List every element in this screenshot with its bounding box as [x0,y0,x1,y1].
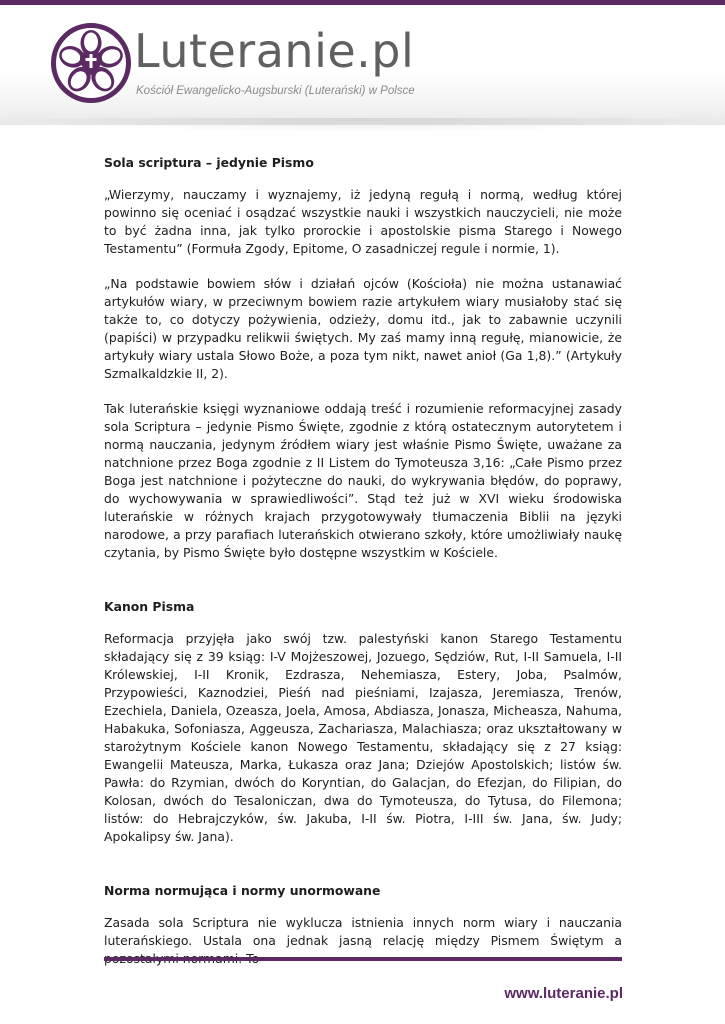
article-body [104,154,622,985]
footer-divider [104,957,622,961]
section-title-sola-scriptura: Sola scriptura – jedynie Pismo [104,155,314,170]
paragraph: Tak luterańskie księgi wyznaniowe oddają treść i rozumienie reformacyjnej zasady sola Scriptura – jedynie Pismo Święte, zgodnie z którą ostatecznym autorytetem i normą nauczania, jedynym źródłem wiary jest właśnie Pismo Święte, uważane za natchnione przez Boga zgodnie z II Listem do Tymoteusza 3,16: „Całe Pismo przez Boga jest natchnione i pożyteczne do nauki, do wykrywania błędów, do poprawy, do wychowywania w sprawiedliwości”. Stąd też już w XVI wieku środowiska luterańskie w różnych krajach przygotowywały tłumaczenia Biblii na języki narodowe, a przy parafiach luterańskich otwierano szkoły, które umożliwiały naukę czytania, by Pismo Święte było dostępne wszystkim w Kościele. [104,401,622,560]
footer-website-link[interactable]: www.luteranie.pl [504,985,623,1002]
section-title-kanon-pisma: Kanon Pisma [104,599,195,614]
header-shadow [0,118,725,132]
brand-tagline: Kościół Ewangelicko-Augsburski (Luterański) w Polsce [136,85,415,97]
paragraph: „Wierzymy, nauczamy i wyznajemy, iż jedyną regułą i normą, według której powinno się oceniać i osądzać wszystkie nauki i wszystkich nauczycieli, nie może to być żadna inna, jak tylko prorockie i apostolskie pisma Starego i Nowego Testamentu” (Formuła Zgody, Epitome, O zasadniczej regule i normie, 1). [104,187,622,256]
paragraph: Zasada sola Scriptura nie wyklucza istnienia innych norm wiary i nauczania luterańskiego. Ustala ona jednak jasną relację między Pismem Świętym a [104,915,622,948]
brand-name: Luteranie.pl [134,24,415,78]
section-title-norma-normujaca: Norma normująca i normy unormowane [104,883,381,898]
paragraph: Reformacja przyjęła jako swój tzw. palestyński kanon Starego Testamentu składający się z 39 ksiąg: I-V Mojżeszowej, Jozuego, Sędziów, Rut, I-II Samuela, I-II Królewskiej, I-II Kronik, Ezdrasza, Nehemiasza, Estery, Joba, Psalmów, Przypowieści, Kaznodziei, Pieśń nad pieśniami, Izajasza, Jeremiasza, Trenów, Ezechiela, Daniela, Ozeasza, Joela, Amosa, Abdiasza, Jonasza, Micheasza, Nahuma, Habakuka, Sofoniasza, Aggeusza, Zachariasza, Malachiasza; oraz ukształtowany w starożytnym Kościele kanon Nowego Testamentu, składający się z 27 ksiąg: Ewangelii Mateusza, Marka, Łukasza oraz Jana; Dziejów Apostolskich; listów św. Pawła: do Rzymian, dwóch do Koryntian, do Galacjan, do Efezjan, do Filipian, do Kolosan, dwóch do Tesaloniczan, dwa do Tymoteusza, do Tytusa, do Filemona; listów: do Hebrajczyków, św. Jakuba, I-II św. Piotra, I-III św. Jana, św. Judy; Apokalipsy św. Jana). [104,631,622,844]
luther-rose-logo-icon [51,23,131,103]
paragraph: „Na podstawie bowiem słów i działań ojców (Kościoła) nie można ustanawiać artykułów wiary, w przeciwnym bowiem razie artykułem wiary musiałoby stać się także to, co dotyczy pożywienia, odzieży, domu itd., jak to zabawnie uczynili (papiści) w przypadku relikwii świętych. My zaś mamy inną regułę, mianowicie, że artykuły wiary ustala Słowo Boże, a poza tym nikt, nawet anioł (Ga 1,8).” (Artykuły Szmalkaldzkie II, 2). [104,276,622,381]
